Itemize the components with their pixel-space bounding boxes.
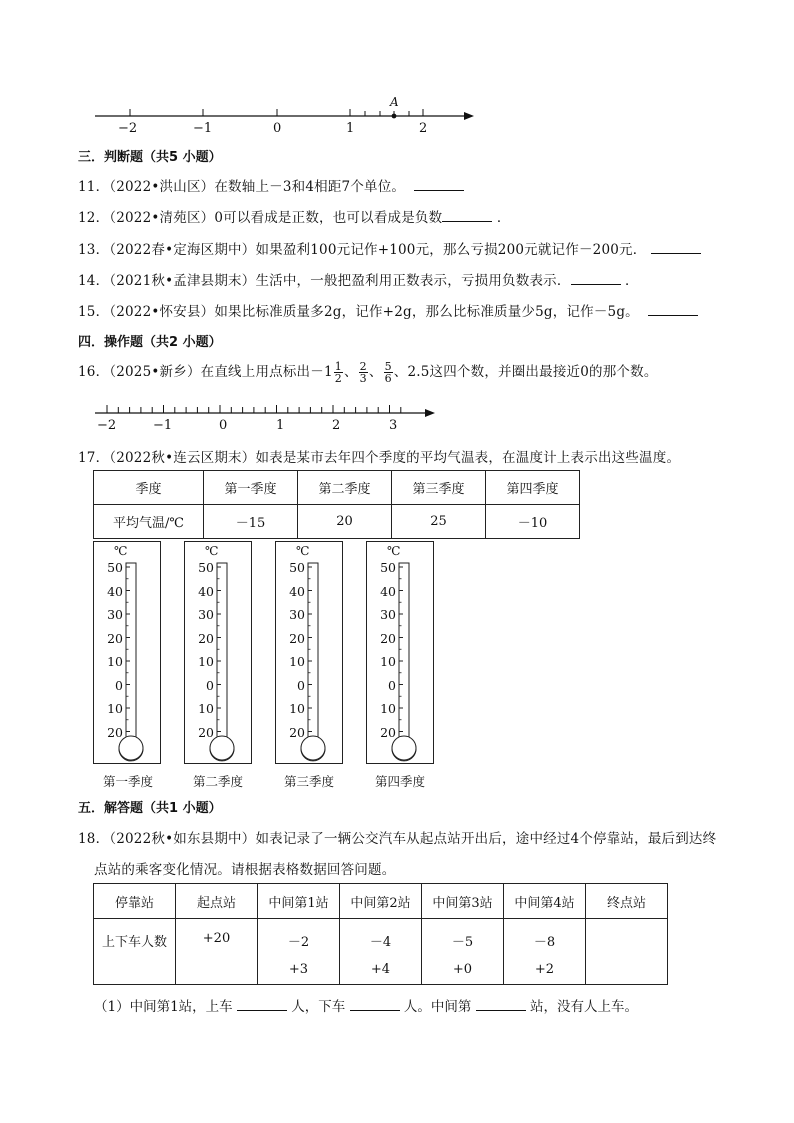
- thermometer[interactable]: [93, 541, 161, 764]
- scale-label: 20: [380, 724, 396, 740]
- unit-label: ℃: [114, 544, 128, 558]
- question-18-line-2: 点站的乘客变化情况。请根据表格数据回答问题。: [94, 862, 396, 878]
- table-cell[interactable]: [586, 919, 668, 985]
- table-header: 终点站: [586, 884, 668, 919]
- scale-label: 10: [107, 701, 123, 716]
- scale-label: 20: [198, 724, 214, 740]
- scale-label: 40: [380, 583, 396, 599]
- table-cell: －4 +4: [340, 919, 422, 985]
- scale-label: 30: [198, 607, 214, 622]
- fraction: $\frac{1}{2}$: [334, 360, 342, 385]
- table-header: 第三季度: [392, 471, 486, 505]
- scale-label: 0: [297, 677, 305, 693]
- scale-label: 10: [380, 654, 396, 669]
- table-cell: +20: [176, 919, 258, 985]
- question-17: 17．（2022秋•连云区期末）如表是某市去年四个季度的平均气温表，在温度计上表示出这些温度。: [78, 450, 681, 466]
- table-cell: 25: [392, 505, 486, 539]
- question-18-1: （1）中间第1站，上车 人，下车 人。中间第 站，没有人上车。: [94, 999, 638, 1015]
- question-12: 12．（2022•清苑区）0可以看成是正数，也可以看成是负数 ．: [78, 210, 511, 226]
- thermometer-label: 第三季度: [284, 774, 335, 789]
- temperature-table: [93, 470, 580, 539]
- table-header: 中间第3站: [422, 884, 504, 919]
- question-14: 14．（2021秋•孟津县期末）生活中，一般把盈利用正数表示，亏损用负数表示． ．: [78, 273, 639, 289]
- scale-label: 50: [107, 560, 123, 575]
- fraction: $\frac{5}{6}$: [384, 360, 392, 385]
- table-header: 中间第1站: [258, 884, 340, 919]
- tick-label: 0: [273, 121, 282, 136]
- scale-label: 30: [107, 607, 123, 622]
- scale-label: 50: [380, 560, 396, 575]
- scale-label: 50: [198, 560, 214, 575]
- scale-label: 40: [198, 583, 214, 599]
- scale-label: 30: [380, 607, 396, 622]
- arrow-right-icon: [464, 112, 474, 120]
- tick-label: 0: [219, 418, 228, 433]
- answer-blank[interactable]: [476, 998, 526, 1011]
- scale-label: 40: [289, 583, 305, 599]
- tick-label: −2: [97, 418, 117, 433]
- scale-label: 0: [115, 677, 123, 693]
- bus-table: [93, 883, 668, 985]
- section-title: 四．操作题（共2 小题）: [78, 335, 222, 350]
- unit-label: ℃: [205, 544, 219, 558]
- table-header: 季度: [94, 471, 204, 505]
- table-header: 起点站: [176, 884, 258, 919]
- section-title: 五．解答题（共1 小题）: [78, 801, 222, 816]
- scale-label: 0: [388, 677, 396, 693]
- arrow-right-icon: [425, 409, 435, 417]
- section-title: 三．判断题（共5 小题）: [78, 150, 222, 165]
- scale-label: 40: [107, 583, 123, 599]
- table-cell: 平均气温/℃: [94, 505, 204, 539]
- answer-blank[interactable]: [648, 303, 698, 316]
- tick-label: −1: [153, 418, 173, 433]
- answer-blank[interactable]: [237, 998, 287, 1011]
- table-row-label: 上下车人数: [94, 919, 176, 985]
- answer-blank[interactable]: [350, 998, 400, 1011]
- tick-label: 2: [419, 121, 428, 136]
- scale-label: 20: [107, 724, 123, 740]
- table-header: 中间第4站: [504, 884, 586, 919]
- thermometer[interactable]: [184, 541, 252, 764]
- unit-label: ℃: [387, 544, 401, 558]
- tick-label: 1: [276, 418, 285, 433]
- question-16: 16．（2025•新乡）在直线上用点标出－1 $\frac{1}{2}$ 、 $\frac{2}{3}$ 、 $\frac{5}{6}$ 、2.5这四个数，并圈出最接近0的那个数。: [78, 360, 658, 385]
- point-a-label: A: [390, 95, 399, 109]
- tick-label: 3: [389, 418, 398, 433]
- table-header: 中间第2站: [340, 884, 422, 919]
- answer-blank[interactable]: [414, 178, 464, 191]
- thermometer-label: 第四季度: [375, 774, 426, 789]
- thermometer[interactable]: [366, 541, 434, 764]
- table-header: 停靠站: [94, 884, 176, 919]
- table-cell: －8 +2: [504, 919, 586, 985]
- table-header: 第一季度: [204, 471, 298, 505]
- tick-label: −2: [118, 121, 138, 136]
- table-header: 第四季度: [486, 471, 580, 505]
- thermometer[interactable]: [275, 541, 343, 764]
- scale-label: 10: [289, 701, 305, 716]
- question-18-line-1: 18．（2022秋•如东县期中）如表记录了一辆公交汽车从起点站开出后，途中经过4个停靠站，最后到达终: [78, 831, 717, 847]
- scale-label: 30: [289, 607, 305, 622]
- table-cell: －10: [486, 505, 580, 539]
- scale-label: 10: [289, 654, 305, 669]
- table-cell: 20: [298, 505, 392, 539]
- table-cell: －15: [204, 505, 298, 539]
- question-11: 11．（2022•洪山区）在数轴上－3和4相距7个单位。: [78, 175, 464, 195]
- tick-label: 1: [346, 121, 355, 136]
- table-header: 第二季度: [298, 471, 392, 505]
- tick-label: 2: [332, 418, 341, 433]
- scale-label: 10: [107, 654, 123, 669]
- scale-label: 10: [198, 701, 214, 716]
- table-cell: －2 +3: [258, 919, 340, 985]
- answer-blank[interactable]: [571, 272, 621, 285]
- scale-label: 20: [289, 630, 305, 646]
- scale-label: 20: [289, 724, 305, 740]
- table-cell: －5 +0: [422, 919, 504, 985]
- scale-label: 10: [198, 654, 214, 669]
- answer-blank[interactable]: [651, 241, 701, 254]
- thermometer-label: 第一季度: [103, 774, 154, 789]
- fraction: $\frac{2}{3}$: [359, 360, 367, 385]
- question-13: 13．（2022春•定海区期中）如果盈利100元记作+100元，那么亏损200元就记作－200元．: [78, 238, 701, 258]
- tick-label: −1: [193, 121, 213, 136]
- answer-blank[interactable]: [442, 209, 492, 222]
- scale-label: 0: [206, 677, 214, 693]
- scale-label: 50: [289, 560, 305, 575]
- unit-label: ℃: [296, 544, 310, 558]
- scale-label: 20: [198, 630, 214, 646]
- scale-label: 20: [380, 630, 396, 646]
- scale-label: 20: [107, 630, 123, 646]
- point-a: [392, 114, 397, 119]
- scale-label: 10: [380, 701, 396, 716]
- question-15: 15．（2022•怀安县）如果比标准质量多2g，记作+2g，那么比标准质量少5g，记作－5g。: [78, 300, 698, 320]
- thermometer-label: 第二季度: [193, 774, 244, 789]
